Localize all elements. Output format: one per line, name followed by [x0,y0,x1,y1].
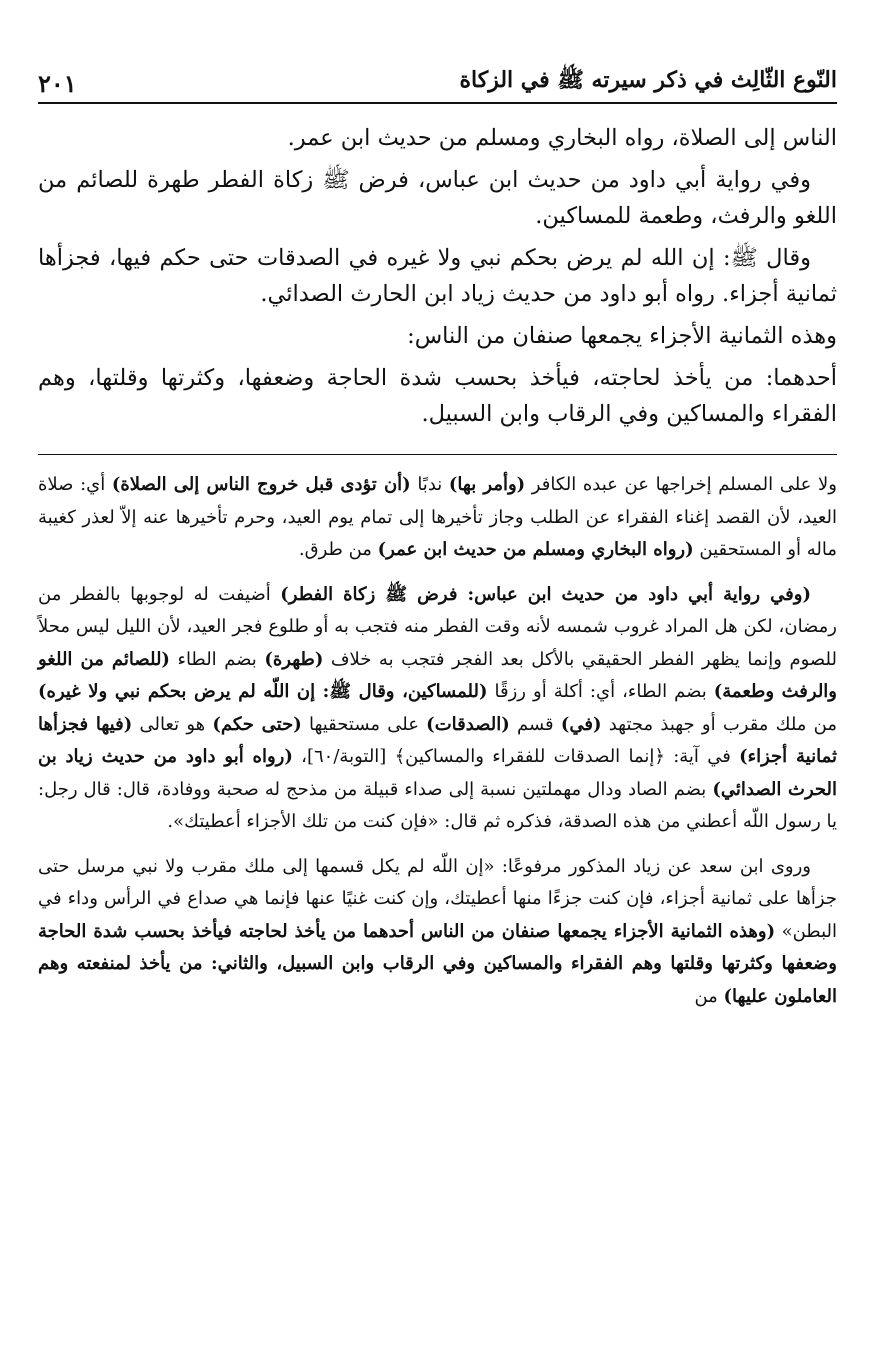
text-segment: وروى ابن سعد عن زياد المذكور مرفوعًا: «إن اللّه لم يكل قسمها إلى ملك مقرب ولا نبي مرسل حتى جزأها على ثمانية أجزاء، فإن كنت جزءًا منها أعطيتك، وإن كنت غنيًا عنها فإنما هي صداع في الرأس وداء في البطن» [38,855,837,942]
bold-quoted-segment: (أن تؤدى قبل خروج الناس إلى الصلاة) [111,474,411,495]
bold-quoted-segment: (وهذه الثمانية الأجزاء يجمعها صنفان من الناس أحدهما من يأخذ لحاجته فيأخذ بحسب شدة الحاجة وضعفها وكثرتها وقلتها وهم الفقراء والمساكين وفي الرقاب وابن السبيل، والثاني: من يأخذ لمنفعته وهم العاملون عليها) [38,920,837,1007]
footnote-divider [38,454,837,455]
text-segment: في آية: ﴿إنما الصدقات للفقراء والمساكين﴾ [التوبة/٦٠]، [292,746,740,767]
main-paragraph-1: الناس إلى الصلاة، رواه البخاري ومسلم من حديث ابن عمر. [287,125,837,151]
text-segment: بضم الصاد ودال مهملتين نسبة إلى صداء قبيلة من مذحج له صحبة ووفادة، قال: قال رجل: يا رسول اللّه أعطني من هذه الصدقة، فذكره ثم قال: «فإن كنت من تلك الأجزاء أعطيتك». [38,778,837,832]
main-paragraph-5: أحدهما: من يأخذ لحاجته، فيأخذ بحسب شدة الحاجة وضعفها، وكثرتها وقلتها، وهم الفقراء والمساكين وفي الرقاب وابن السبيل. [38,365,837,427]
bold-quoted-segment: (للصائم من اللغو والرفث وطعمة) [38,648,837,702]
text-segment: من طرق. [298,539,378,560]
text-segment: من [694,985,724,1007]
bold-quoted-segment: (في) [560,713,602,735]
text-segment: هو تعالى [132,713,213,735]
main-text [38,120,837,432]
main-paragraph-4: وهذه الثمانية الأجزاء يجمعها صنفان من الناس: [407,323,837,349]
commentary-paragraph-1 [38,469,837,567]
text-segment: على مستحقيها [301,713,427,735]
bold-quoted-segment: (رواه أبو داود من حديث زياد بن الحرث الصدائي) [38,746,837,800]
text-segment: بضم الطاء [169,648,265,670]
text-segment: ولا على المسلم إخراجها عن عبده الكافر [525,474,837,495]
text-segment: بضم الطاء، أي: أكلة أو رزقًا [487,681,714,702]
bold-quoted-segment: (الصدقات) [426,713,510,735]
page-number: ٢٠١ [38,69,77,98]
commentary-paragraph-2 [38,579,837,839]
bold-quoted-segment: (للمساكين، وقال ﷺ: إن اللّه لم يرض بحكم نبي ولا غيره) [38,681,488,702]
commentary-paragraph-3 [38,851,837,1014]
bold-quoted-segment: (فيها فجزأها ثمانية أجزاء) [38,713,837,767]
header-title: النّوع الثّالِث في ذكر سيرته ﷺ في الزكاة [459,67,837,93]
bold-quoted-segment: (وفي رواية أبي داود من حديث ابن عباس: فرض ﷺ زكاة الفطر) [280,583,811,605]
text-segment: أي: صلاة العيد، لأن القصد إغناء الفقراء عن الطلب وجاز تأخيرها إلى تمام يوم العيد، وحرم تأخيرها عنه إلاّ لعذر كغيبة ماله أو المستحقين [38,474,837,560]
bold-quoted-segment: (وأمر بها) [448,474,526,495]
commentary-text [38,469,837,1013]
running-header [38,56,837,104]
text-segment: قسم [509,713,561,735]
bold-quoted-segment: (طهرة) [264,648,324,670]
main-paragraph-2: وفي رواية أبي داود من حديث ابن عباس، فرض ﷺ زكاة الفطر طهرة للصائم من اللغو والرفث، وطعمة للمساكين. [38,167,837,229]
text-segment: أضيفت له لوجوبها بالفطر من رمضان، لكن هل المراد غروب شمسه لأنه وقت الفطر منه فتجب به أو طلوع فجر العيد، لأن الليل ليس محلاً للصوم وإنما يظهر الفطر الحقيقي بالأكل بعد الفجر فتجب به خلاف [38,583,837,670]
text-segment: ندبًا [410,474,449,495]
bold-quoted-segment: (رواه البخاري ومسلم من حديث ابن عمر) [377,539,694,560]
text-segment: من ملك مقرب أو جهبذ مجتهد [601,713,837,735]
main-paragraph-3: وقال ﷺ: إن الله لم يرض بحكم نبي ولا غيره في الصدقات حتى حكم فيها، فجزأها ثمانية أجزاء. رواه أبو داود من حديث زياد ابن الحارث الصدائي. [38,245,837,307]
bold-quoted-segment: (حتى حكم) [212,713,302,735]
